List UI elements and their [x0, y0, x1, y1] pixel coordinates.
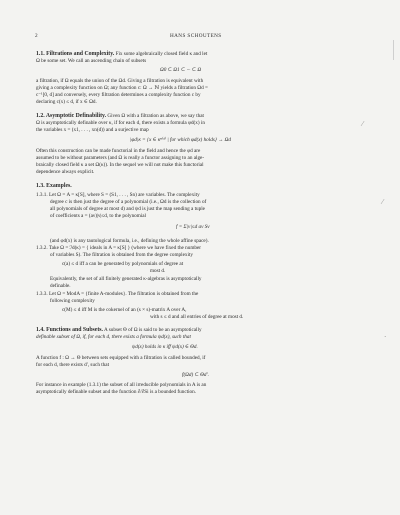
display-equation: Ω0 ⊂ Ω1 ⊂ ··· ⊂ Ω [160, 67, 202, 73]
text-line: declaring c(x) ≤ d, if x ∈ Ωd. [36, 99, 97, 105]
text-line: Ω is asymptotically definable over κ, if for each d, there exists a formula φd(x) in [36, 120, 205, 126]
text-line: dependence always explicit. [36, 169, 95, 175]
section-1-2-heading: 1.2. Asymptotic Definability. [36, 113, 107, 119]
display-equation: f(Ωd) ⊂ Θd′. [182, 372, 209, 378]
text-line: of variables S). The filtration is obtained from the degree complexity [50, 252, 193, 258]
section-1-3-heading: 1.3. Examples. [36, 183, 72, 189]
text-line: 1.3.2. Take Ω = ℐd(κ) = { ideals in A = κ[S] } (where we have fixed the number [36, 245, 201, 251]
text-line: assumed to be without parameters (and Ω is really a functor assigning to an alge- [36, 155, 205, 161]
text-line: (and φd(x) is any tautological formula, i.e., defining the whole affine space). [50, 238, 209, 244]
margin-mark: ⁄ [382, 198, 384, 206]
section-1-2-line-1 [36, 113, 204, 119]
text-line: 1.3.1. Let Ω = A = κ[S], where S = (S1, . . . , Sn) are variables. The complexity [36, 192, 200, 198]
text-line: c⁻¹[0, d] and conversely, every filtration determines a complexity function c by [36, 92, 201, 98]
display-condition: c(a) ≤ d iff a can be generated by polynomials of degree at [62, 261, 184, 267]
text-line: giving a complexity function on Ω; any function c: Ω → ℕ yields a filtration Ωd = [36, 85, 208, 91]
text-line: for each d, there exists d′, such that [36, 362, 110, 368]
text-line: For instance in example (1.3.1) the subset of all irreducible polynomials in A is an [36, 382, 207, 388]
text-line: 1.3.3. Let Ω = ModA = {finite A-modules}. The filtration is obtained from the [36, 291, 199, 297]
section-1-1-text: Fix some algebraically closed field κ and let [115, 51, 208, 57]
running-title: HANS SCHOUTENS [170, 33, 222, 39]
text-line: of coefficients a = (aν)|ν|≤d, to the polynomial [50, 213, 146, 219]
text-line: following complexity [50, 298, 95, 304]
display-equation: ψd(x) holds in κ iff ψd(x) ∈ Θd. [132, 344, 198, 350]
display-equation: |φd|κ = {x ∈ κⁿ⁽ᵈ⁾ | for which φd(x) holds} → Ωd [130, 137, 232, 143]
text-line: Often this construction can be made functorial in the field and hence the φd are [36, 148, 201, 154]
text-line: definable subset of Ω, if, for each d, there exists a formula ψd(x), such that [36, 334, 191, 340]
margin-mark: · [384, 333, 387, 341]
display-equation: f = Σ|ν|≤d aν Sν [176, 224, 210, 230]
text-line: all polynomials of degree at most d) and ψd is just the map sending a tuple [50, 206, 205, 212]
text-line: definable. [50, 283, 71, 289]
text-line: with s ≤ d and all entries of degree at most d. [150, 314, 244, 320]
text-line: degree c is then just the degree of a polynomial (i.e., Ωd is the collection of [50, 199, 207, 205]
text-line: Ω be some set. We call an ascending chain of subsets [36, 58, 147, 64]
section-1-4-heading: 1.4. Functions and Subsets. [36, 327, 104, 333]
section-1-1-line-1 [36, 51, 207, 57]
text-line: A function f : Ω → Θ between sets equipped with a filtration is called bounded, if [36, 355, 206, 361]
display-condition: c(M) ≤ d iff M is the cokernel of an (s × s)-matrix A over A, [62, 307, 187, 313]
text-line: Equivalently, the set of all finitely generated κ-algebras is asymptotically [50, 276, 202, 282]
text-line: most d. [150, 268, 166, 274]
section-1-1-heading: 1.1. Filtrations and Complexity. [36, 51, 115, 57]
margin-mark: ⁄ [362, 120, 364, 128]
section-1-4-text: A subset Θ of Ω is said to be an asymptotically [104, 327, 202, 333]
text-line: a filtration, if Ω equals the union of the Ωd. Giving a filtration is equivalent with [36, 78, 204, 84]
text-line: asymptotically definable subset and the function ∂/∂Si is a bounded function. [36, 389, 196, 395]
scan-artifact [393, 40, 394, 60]
text-line: the variables x = (x1, . . . , xn(d)) and a surjective map [36, 127, 149, 133]
section-1-4-line-1 [36, 327, 202, 333]
text-line: braically closed field κ a set Ω(κ)). In the sequel we will not make this functorial [36, 162, 204, 168]
page-number: 2 [35, 33, 38, 39]
section-1-2-text: Given Ω with a filtration as above, we say that [107, 113, 204, 119]
